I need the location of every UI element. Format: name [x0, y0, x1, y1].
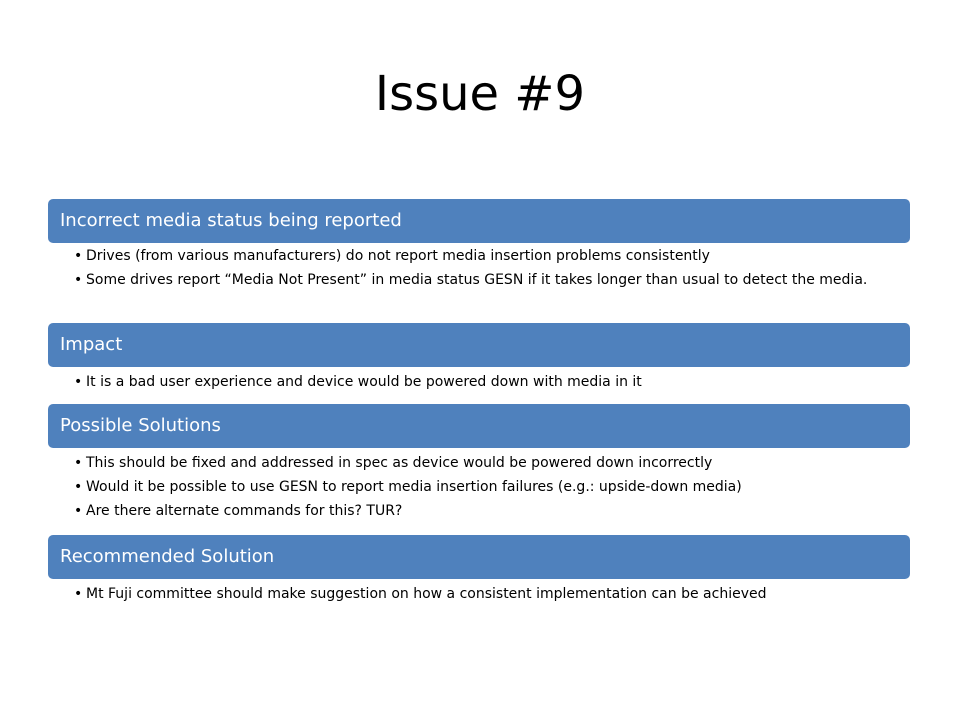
- bullet-item: • Mt Fuji committee should make suggestion on how a consistent implementation can be achieved: [74, 585, 898, 603]
- bullet-item: • Some drives report “Media Not Present” in media status GESN if it takes longer than usual to detect the media.: [74, 271, 898, 289]
- bullet-list: [48, 579, 910, 619]
- section-possible-solutions: [48, 404, 910, 535]
- bullet-item: • It is a bad user experience and device would be powered down with media in it: [74, 373, 898, 391]
- section-heading: Incorrect media status being reported: [48, 199, 910, 243]
- bullet-item: • Are there alternate commands for this? TUR?: [74, 502, 898, 520]
- section-recommended-solution: [48, 535, 910, 619]
- bullet-item: • Would it be possible to use GESN to report media insertion failures (e.g.: upside-down media): [74, 478, 898, 496]
- section-impact: [48, 323, 910, 404]
- bullet-item: • This should be fixed and addressed in spec as device would be powered down incorrectly: [74, 454, 898, 472]
- section-heading: Recommended Solution: [48, 535, 910, 579]
- bullet-list: [48, 243, 910, 323]
- section-heading: Possible Solutions: [48, 404, 910, 448]
- slide-title: Issue #9: [374, 66, 586, 122]
- slide-content: [48, 199, 910, 619]
- section-heading: Impact: [48, 323, 910, 367]
- bullet-list: [48, 367, 910, 404]
- section-incorrect-media-status: [48, 199, 910, 323]
- bullet-list: [48, 448, 910, 535]
- bullet-item: • Drives (from various manufacturers) do not report media insertion problems consistently: [74, 247, 898, 265]
